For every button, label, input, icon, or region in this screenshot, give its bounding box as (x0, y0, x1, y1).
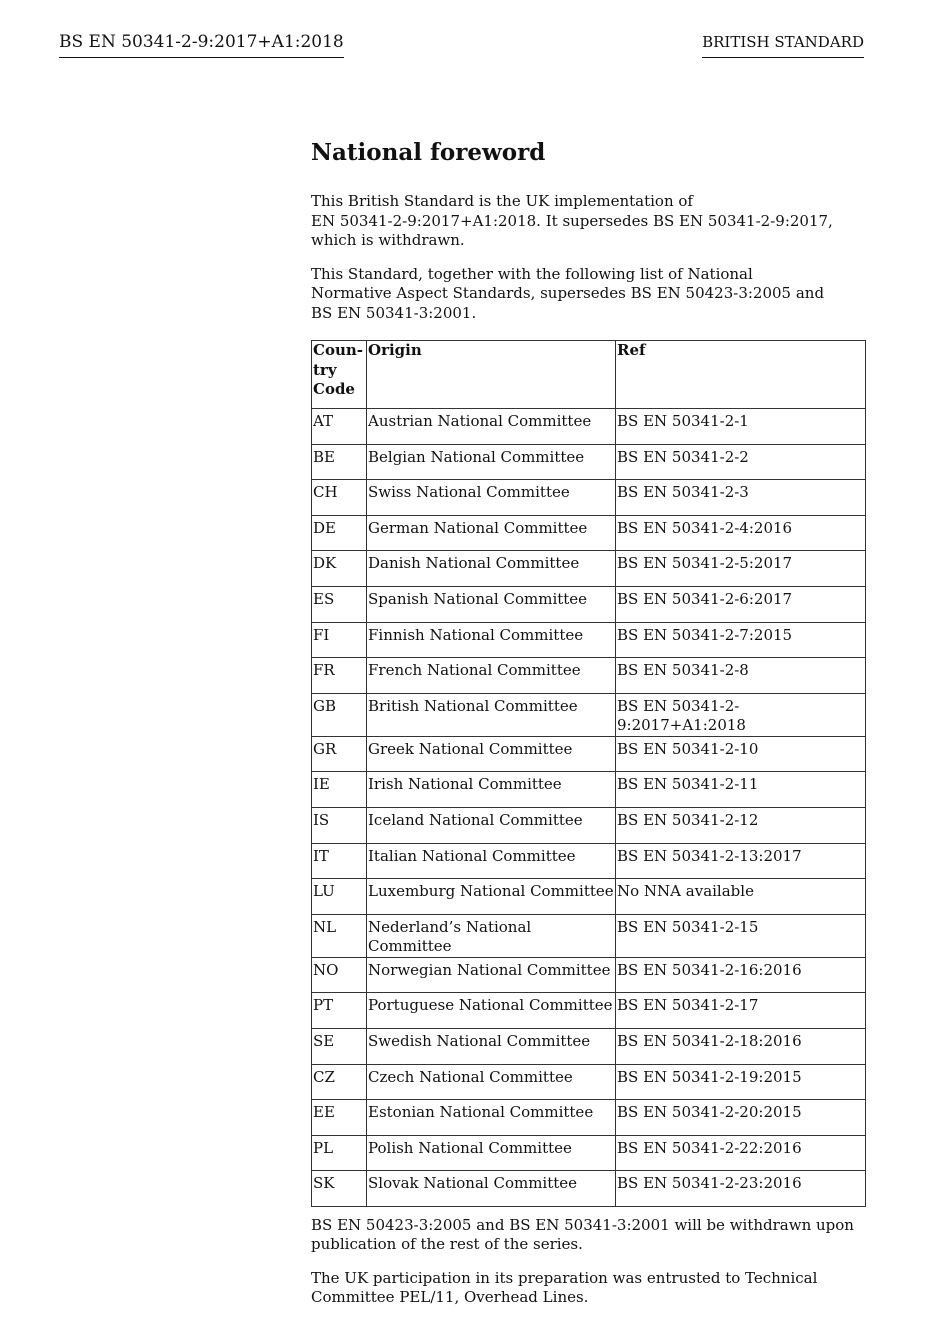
origin-cell: Czech National Committee (367, 1064, 616, 1100)
supersedes-line-2: Normative Aspect Standards, supersedes BS EN 50423-3:2005 and (311, 284, 825, 302)
country-code-cell: SK (312, 1171, 367, 1207)
country-code-cell: SE (312, 1028, 367, 1064)
country-code-cell: ES (312, 586, 367, 622)
origin-cell: Belgian National Committee (367, 444, 616, 480)
table-row (312, 1028, 866, 1064)
table-row (312, 693, 866, 736)
table-row (312, 879, 866, 915)
origin-cell: Portuguese National Committee (367, 993, 616, 1029)
origin-cell: Italian National Committee (367, 843, 616, 879)
ref-cell: BS EN 50341-2-18:2016 (616, 1028, 866, 1064)
country-code-cell: FR (312, 658, 367, 694)
table-body (312, 409, 866, 1207)
ref-cell: BS EN 50341-2-7:2015 (616, 622, 866, 658)
origin-cell: Norwegian National Committee (367, 957, 616, 993)
country-code-cell: IS (312, 807, 367, 843)
country-code-cell: GB (312, 693, 367, 736)
origin-cell: Estonian National Committee (367, 1100, 616, 1136)
country-code-cell: EE (312, 1100, 367, 1136)
country-code-cell: CH (312, 480, 367, 516)
ref-cell: BS EN 50341-2-9:2017+A1:2018 (616, 693, 866, 736)
ref-cell: BS EN 50341-2-6:2017 (616, 586, 866, 622)
table-row (312, 515, 866, 551)
ref-cell: BS EN 50341-2-17 (616, 993, 866, 1029)
origin-cell: Nederland’s National Committee (367, 914, 616, 957)
origin-cell: French National Committee (367, 658, 616, 694)
header-country-code (312, 341, 367, 409)
country-code-cell: PT (312, 993, 367, 1029)
nna-table (311, 340, 866, 1207)
table-row (312, 658, 866, 694)
origin-cell: Polish National Committee (367, 1135, 616, 1171)
origin-cell: Greek National Committee (367, 736, 616, 772)
ref-cell: BS EN 50341-2-13:2017 (616, 843, 866, 879)
table-row (312, 444, 866, 480)
foreword-section (311, 138, 865, 1322)
table-row (312, 1100, 866, 1136)
ref-cell: BS EN 50341-2-12 (616, 807, 866, 843)
table-row (312, 843, 866, 879)
country-code-cell: IT (312, 843, 367, 879)
ref-cell: BS EN 50341-2-20:2015 (616, 1100, 866, 1136)
origin-cell: Slovak National Committee (367, 1171, 616, 1207)
ref-cell: BS EN 50341-2-1 (616, 409, 866, 445)
supersedes-line-3: BS EN 50341-3:2001. (311, 303, 477, 322)
page-title: National foreword (311, 139, 546, 166)
origin-cell: Iceland National Committee (367, 807, 616, 843)
country-code-cell: FI (312, 622, 367, 658)
origin-cell: British National Committee (367, 693, 616, 736)
supersedes-paragraph (311, 265, 865, 324)
country-code-cell: BE (312, 444, 367, 480)
committee-paragraph: The UK participation in its preparation was entrusted to Technical Committee PEL/11, Overhead Lines. (311, 1268, 818, 1307)
country-code-cell: CZ (312, 1064, 367, 1100)
ref-cell: BS EN 50341-2-22:2016 (616, 1135, 866, 1171)
table-row (312, 1171, 866, 1207)
origin-cell: Finnish National Committee (367, 622, 616, 658)
header-country-code-l3: Code (313, 380, 355, 398)
country-code-cell: LU (312, 879, 367, 915)
ref-cell: BS EN 50341-2-10 (616, 736, 866, 772)
origin-cell: Luxemburg National Committee (367, 879, 616, 915)
table-row (312, 993, 866, 1029)
table-row (312, 622, 866, 658)
ref-cell: BS EN 50341-2-4:2016 (616, 515, 866, 551)
intro-line-2: EN 50341-2-9:2017+A1:2018. It supersedes BS EN 50341-2-9:2017, which is withdrawn. (311, 211, 833, 249)
country-code-cell: AT (312, 409, 367, 445)
table-row (312, 957, 866, 993)
table-row (312, 409, 866, 445)
ref-cell: BS EN 50341-2-23:2016 (616, 1171, 866, 1207)
header-document-id: BS EN 50341-2-9:2017+A1:2018 (59, 30, 344, 58)
table-row (312, 807, 866, 843)
origin-cell: Swedish National Committee (367, 1028, 616, 1064)
table-row (312, 480, 866, 516)
country-code-cell: NL (312, 914, 367, 957)
origin-cell: Spanish National Committee (367, 586, 616, 622)
header-ref: Ref (616, 341, 866, 409)
table-row (312, 736, 866, 772)
table-row (312, 586, 866, 622)
withdrawal-paragraph: BS EN 50423-3:2005 and BS EN 50341-3:2001 will be withdrawn upon publication of the rest of the series. (311, 1215, 854, 1254)
country-code-cell: GR (312, 736, 367, 772)
intro-line-1: This British Standard is the UK implementation of (311, 192, 693, 210)
ref-cell: BS EN 50341-2-15 (616, 914, 866, 957)
table-row (312, 551, 866, 587)
country-code-cell: IE (312, 772, 367, 808)
header-series-label: BRITISH STANDARD (702, 31, 864, 58)
header-origin: Origin (367, 341, 616, 409)
ref-cell: BS EN 50341-2-5:2017 (616, 551, 866, 587)
country-code-cell: DE (312, 515, 367, 551)
table-header-row (312, 341, 866, 409)
country-code-cell: DK (312, 551, 367, 587)
table-row (312, 772, 866, 808)
ref-cell: No NNA available (616, 879, 866, 915)
table-row (312, 914, 866, 957)
origin-cell: Austrian National Committee (367, 409, 616, 445)
ref-cell: BS EN 50341-2-16:2016 (616, 957, 866, 993)
ref-cell: BS EN 50341-2-2 (616, 444, 866, 480)
header-country-code-l2: try (313, 360, 337, 379)
ref-cell: BS EN 50341-2-11 (616, 772, 866, 808)
ref-cell: BS EN 50341-2-8 (616, 658, 866, 694)
table-row (312, 1064, 866, 1100)
header-country-code-l1: Coun- (313, 341, 363, 359)
table-row (312, 1135, 866, 1171)
country-code-cell: NO (312, 957, 367, 993)
origin-cell: Irish National Committee (367, 772, 616, 808)
origin-cell: German National Committee (367, 515, 616, 551)
intro-paragraph (311, 192, 865, 251)
country-code-cell: PL (312, 1135, 367, 1171)
origin-cell: Swiss National Committee (367, 480, 616, 516)
origin-cell: Danish National Committee (367, 551, 616, 587)
supersedes-line-1: This Standard, together with the following list of National (311, 264, 753, 283)
ref-cell: BS EN 50341-2-19:2015 (616, 1064, 866, 1100)
ref-cell: BS EN 50341-2-3 (616, 480, 866, 516)
